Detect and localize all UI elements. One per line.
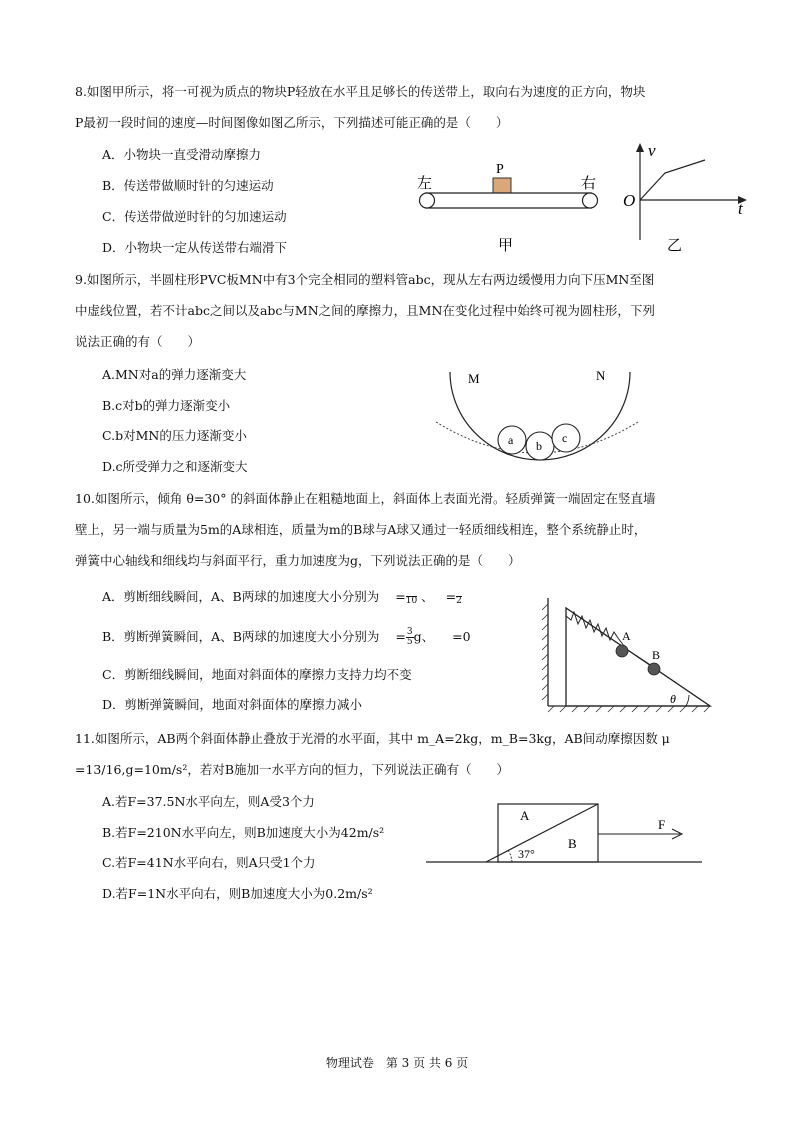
- caption-jia: 甲: [498, 238, 514, 254]
- left-roller: [420, 193, 435, 208]
- label-b: B: [568, 836, 577, 851]
- label-a: a: [508, 433, 514, 447]
- q8-stem-line2: P最初一段时间的速度—时间图像如图乙所示，下列描述可能正确的是（ ）: [75, 115, 509, 130]
- label-n: N: [596, 368, 606, 383]
- q9-stem-line3: 说法正确的有（ ）: [75, 334, 201, 349]
- label-angle: 37°: [518, 847, 535, 861]
- label-b: B: [652, 648, 661, 662]
- q11-option-d: D.若F=1N水平向右，则B加速度大小为0.2m/s²: [102, 886, 373, 901]
- label-a: A: [622, 629, 631, 643]
- q10-option-c: C．剪断细线瞬间，地面对斜面体的摩擦力支持力均不变: [102, 667, 412, 682]
- label-right: 右: [581, 176, 597, 192]
- q10-stem-line3: 弹簧中心轴线和细线均与斜面平行，重力加速度为g，下列说法正确的是（ ）: [75, 553, 521, 568]
- q11-option-a: A.若F=37.5N水平向左，则A受3个力: [102, 794, 315, 809]
- q11-option-b: B.若F=210N水平向左，则B加速度大小为42m/s²: [102, 825, 385, 840]
- q9-halfpipe-figure: [432, 358, 642, 470]
- axis-v-label: v: [648, 141, 656, 160]
- q8-option-c: C．传送带做逆时针的匀加速运动: [102, 209, 287, 224]
- q8-option-a: A．小物块一直受滑动摩擦力: [102, 147, 262, 162]
- q8-conveyor-figure: [415, 158, 605, 258]
- label-p: P: [496, 162, 504, 177]
- label-m: M: [468, 371, 480, 386]
- q11-stem-line1: 11.如图所示，AB两个斜面体静止叠放于光滑的水平面，其中 m_A=2kg，m_B=3kg，AB间动摩擦因数 μ: [75, 731, 670, 746]
- q8-stem-line1: 8.如图甲所示，将一可视为质点的物块P轻放在水平且足够长的传送带上，取向右为速度的正方向，物块: [75, 84, 646, 99]
- q9-option-c: C.b对MN的压力逐渐变小: [102, 428, 247, 443]
- q9-option-d: D.c所受弹力之和逐渐变大: [102, 459, 248, 474]
- label-theta: θ: [670, 692, 676, 706]
- velocity-curve: [640, 160, 705, 200]
- q9-stem-line2: 中虚线位置，若不计abc之间以及abc与MN之间的摩擦力，且MN在变化过程中始终可视为圆柱形，下列: [75, 303, 655, 318]
- label-a: A: [520, 808, 530, 823]
- q11-option-c: C.若F=41N水平向右，则A只受1个力: [102, 855, 316, 870]
- wedge-interface: [486, 804, 598, 862]
- q11-stem-line2: =13/16,g=10m/s²，若对B施加一水平方向的恒力，下列说法正确有（ ）: [75, 762, 510, 777]
- block-p: [493, 178, 511, 193]
- label-c: c: [562, 431, 568, 445]
- ball-a: [616, 645, 628, 657]
- q9-option-b: B.c对b的弹力逐渐变小: [102, 398, 231, 413]
- q10-stem-line2: 壁上，另一端与质量为5m的A球相连，质量为m的B球与A球又通过一轻质细线相连，整个系统静止时，: [75, 522, 647, 537]
- q9-stem-line1: 9.如图所示，半圆柱形PVC板MN中有3个完全相同的塑料管abc，现从左右两边缓慢用力向下压MN至图: [75, 272, 655, 287]
- q10-option-a: A．剪断细线瞬间，A、B两球的加速度大小分别为 = 10 、 = 2: [102, 589, 462, 606]
- page-footer: 物理试卷 第 3 页 共 6 页: [325, 1056, 469, 1070]
- q8-option-b: B．传送带做顺时针的匀速运动: [102, 178, 274, 193]
- q8-vt-graph: [620, 140, 760, 258]
- label-f: F: [658, 817, 666, 832]
- right-roller: [583, 193, 598, 208]
- caption-yi: 乙: [667, 238, 683, 254]
- label-b: b: [536, 439, 542, 453]
- origin-label: O: [623, 191, 636, 210]
- q9-option-a: A.MN对a的弹力逐渐变大: [102, 367, 247, 382]
- block-outline: [498, 804, 598, 862]
- label-left: 左: [417, 176, 433, 192]
- ball-b: [648, 663, 660, 675]
- q10-stem-line1: 10.如图所示，倾角 θ=30° 的斜面体静止在粗糙地面上，斜面体上表面光滑。轻质弹簧一端固定在竖直墙: [75, 491, 656, 506]
- q11-wedges-figure: [420, 796, 710, 868]
- q10-incline-figure: [538, 594, 718, 716]
- axis-t-label: t: [738, 199, 743, 218]
- q10-option-b: B．剪断弹簧瞬间，A、B两球的加速度大小分别为 = $\frac{3}{5}g$、 =0: [102, 627, 471, 647]
- q8-option-d: D．小物块一定从传送带右端滑下: [102, 240, 288, 255]
- q10-option-d: D．剪断弹簧瞬间，地面对斜面体的摩擦力减小: [102, 697, 363, 712]
